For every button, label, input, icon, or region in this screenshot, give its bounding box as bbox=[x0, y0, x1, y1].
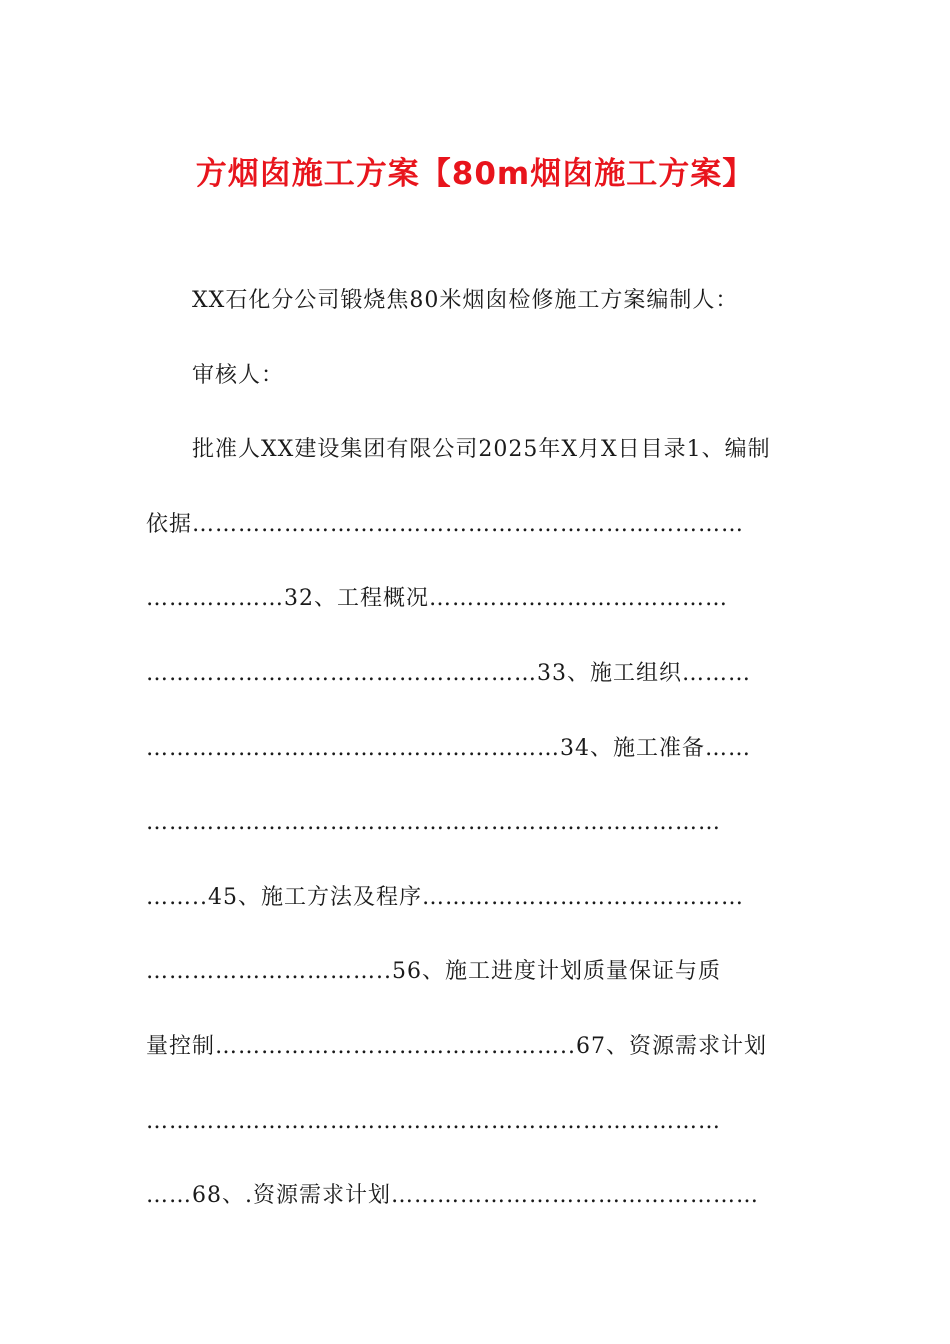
toc-line-5: ………………………………………………………………… bbox=[146, 810, 721, 835]
toc-line-9: ………………………………………………………………… bbox=[146, 1109, 721, 1134]
toc-line-2: ………………32、工程概况………………………………… bbox=[146, 586, 728, 611]
text-line-2: 审核人： bbox=[192, 363, 285, 388]
toc-line-4: ………………………………………………34、施工准备…… bbox=[146, 736, 751, 761]
document-title: 方烟囱施工方案【80m烟囱施工方案】 bbox=[195, 156, 755, 192]
toc-line-7: …………………………..56、施工进度计划质量保证与质 bbox=[146, 959, 721, 984]
text-line-1: XX石化分公司锻烧焦80米烟囱检修施工方案编制人： bbox=[192, 288, 739, 313]
toc-line-8: 量控制………………………………………..67、资源需求计划 bbox=[146, 1034, 767, 1059]
text-line-3: 批准人XX建设集团有限公司2025年X月X日目录1、编制 bbox=[192, 437, 771, 462]
toc-line-6: ……..45、施工方法及程序…………………………………… bbox=[146, 885, 744, 910]
toc-line-3: ……………………………………………33、施工组织……… bbox=[146, 661, 751, 686]
toc-line-10: ……68、.资源需求计划………………………………………… bbox=[146, 1183, 759, 1208]
toc-line-1: 依据……………………………………………………………… bbox=[146, 512, 745, 537]
